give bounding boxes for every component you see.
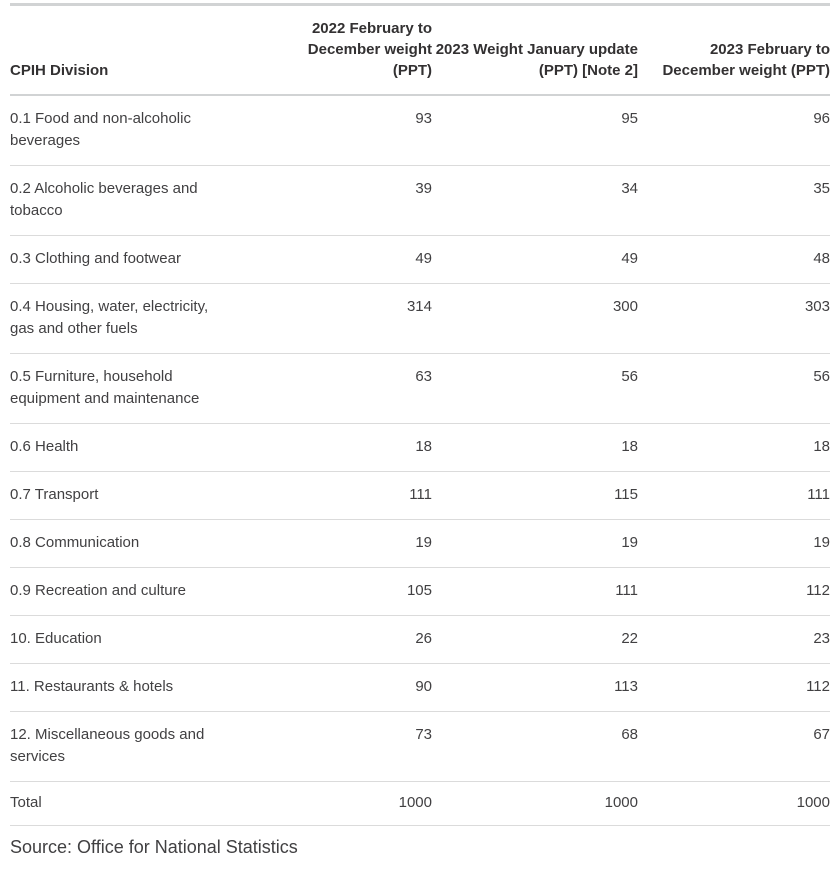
value-cell: 73 — [280, 712, 432, 782]
value-cell: 23 — [638, 616, 830, 664]
table-row — [10, 568, 830, 616]
value-cell: 49 — [280, 236, 432, 284]
value-cell: 26 — [280, 616, 432, 664]
value-cell: 303 — [638, 284, 830, 354]
value-cell: 48 — [638, 236, 830, 284]
header-2023-weight-january-update: 2023 Weight January update (PPT) [Note 2] — [432, 5, 638, 96]
header-cpih-division: CPIH Division — [10, 5, 280, 96]
total-label: Total — [10, 782, 280, 826]
table-row — [10, 712, 830, 782]
table-row — [10, 616, 830, 664]
division-cell: 0.3 Clothing and footwear — [10, 236, 280, 284]
value-cell: 49 — [432, 236, 638, 284]
value-cell: 56 — [432, 354, 638, 424]
value-cell: 18 — [280, 424, 432, 472]
value-cell: 112 — [638, 568, 830, 616]
value-cell: 68 — [432, 712, 638, 782]
value-cell: 19 — [280, 520, 432, 568]
table-row — [10, 664, 830, 712]
total-value-cell: 1000 — [638, 782, 830, 826]
value-cell: 90 — [280, 664, 432, 712]
value-cell: 19 — [638, 520, 830, 568]
division-cell: 11. Restaurants & hotels — [10, 664, 280, 712]
value-cell: 67 — [638, 712, 830, 782]
division-cell: 10. Education — [10, 616, 280, 664]
table-row — [10, 236, 830, 284]
table-row — [10, 166, 830, 236]
total-value-cell: 1000 — [280, 782, 432, 826]
division-cell: 0.8 Communication — [10, 520, 280, 568]
value-cell: 93 — [280, 95, 432, 166]
table-row — [10, 424, 830, 472]
cpih-weights-table — [10, 3, 830, 826]
table-body — [10, 95, 830, 826]
table-header — [10, 5, 830, 96]
value-cell: 300 — [432, 284, 638, 354]
table-row — [10, 354, 830, 424]
value-cell: 56 — [638, 354, 830, 424]
value-cell: 18 — [432, 424, 638, 472]
table-row — [10, 284, 830, 354]
value-cell: 18 — [638, 424, 830, 472]
header-row — [10, 5, 830, 96]
header-2022-feb-dec-weight: 2022 February to December weight (PPT) — [280, 5, 432, 96]
table-row — [10, 472, 830, 520]
division-cell: 0.7 Transport — [10, 472, 280, 520]
value-cell: 111 — [432, 568, 638, 616]
value-cell: 115 — [432, 472, 638, 520]
value-cell: 314 — [280, 284, 432, 354]
value-cell: 105 — [280, 568, 432, 616]
value-cell: 112 — [638, 664, 830, 712]
header-2023-feb-dec-weight: 2023 February to December weight (PPT) — [638, 5, 830, 96]
value-cell: 111 — [638, 472, 830, 520]
value-cell: 34 — [432, 166, 638, 236]
division-cell: 12. Miscellaneous goods and services — [10, 712, 280, 782]
value-cell: 96 — [638, 95, 830, 166]
total-value-cell: 1000 — [432, 782, 638, 826]
table-row — [10, 95, 830, 166]
value-cell: 35 — [638, 166, 830, 236]
division-cell: 0.6 Health — [10, 424, 280, 472]
value-cell: 39 — [280, 166, 432, 236]
value-cell: 22 — [432, 616, 638, 664]
value-cell: 113 — [432, 664, 638, 712]
division-cell: 0.9 Recreation and culture — [10, 568, 280, 616]
division-cell: 0.5 Furniture, household equipment and maintenance — [10, 354, 280, 424]
total-row — [10, 782, 830, 826]
value-cell: 111 — [280, 472, 432, 520]
division-cell: 0.4 Housing, water, electricity, gas and other fuels — [10, 284, 280, 354]
value-cell: 95 — [432, 95, 638, 166]
value-cell: 63 — [280, 354, 432, 424]
source-attribution: Source: Office for National Statistics — [10, 837, 298, 857]
division-cell: 0.2 Alcoholic beverages and tobacco — [10, 166, 280, 236]
table-row — [10, 520, 830, 568]
division-cell: 0.1 Food and non-alcoholic beverages — [10, 95, 280, 166]
value-cell: 19 — [432, 520, 638, 568]
